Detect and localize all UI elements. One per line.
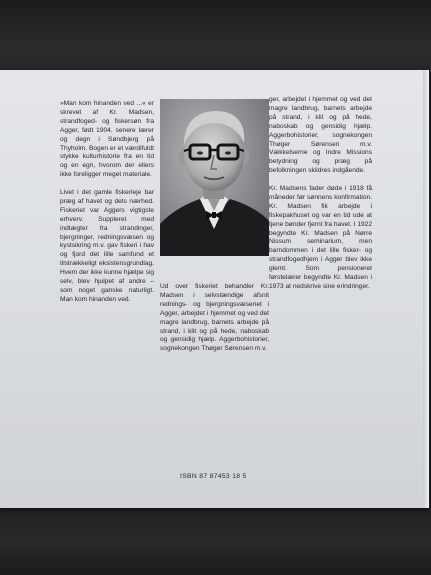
blurb-paragraph-biography: Kr. Madsens fader døde i 1918 få måneder før sønnens konfirmation. Kr. Madsen fik arbejde i fiskepakhuset og var en tid ude at tjene bønder fjernt fra havet. I 1922 begyndte Kr. Madsen på Nørre Nissum seminarium, men barndommen i det lille fisker- og strandfogedhjem i Agger blev ikke glemt. Som pensioneret førstelærer begyndte Kr. Madsen i 1973 at nedskrive sine erindringer. [269, 185, 372, 291]
portrait-illustration [160, 99, 269, 256]
isbn-number: ISBN 87 87453 18 5 [180, 473, 247, 480]
background-fabric-top [0, 0, 431, 80]
cover-edge [423, 70, 429, 508]
background-fabric-bottom [0, 505, 431, 575]
blurb-paragraph-continuation: ger, arbejdet i hjemmet og ved det magre landbrug, barnets arbejde på strand, i klit og på hede, naboskab og gensidig hjælp. Aggerbohistorier, sognekongen Thøger Sørensen m.v. Vækkelserne og Indre Missions betydning og præg på befolkningen skildres indgående. [269, 96, 372, 175]
right-text-column [269, 96, 372, 301]
book-back-cover [0, 70, 429, 508]
blurb-paragraph-fishing-village: Livet i det gamle fiskerleje bar præg af havet og dets nærhed. Fiskeriet var Aggers vigtigste erhverv. Suppleret med indtægter fra strandinger, bjergninger, redningsvæsen og kystsikring m.v. gav fiskeri i hav og fjord det lille samfund et tilstrækkeligt eksistensgrundlag. Hvem der ikke kunne hjælpe sig selv, blev hjulpet af andre – som noget ganske naturligt. Man kom hinanden ved. [60, 189, 154, 303]
middle-text-column [160, 283, 269, 363]
left-text-column [60, 100, 154, 314]
blurb-paragraph-intro: »Man kom hinanden ved ...« er skrevet af Kr. Madsen, strandfoged- og fiskersøn fra Agger, født 1904, senere lærer og degn i Søndbjerg på Thyholm. Bogen er et værdifuldt stykke kulturhistorie fra en tid og en egn, hvorom der ellers ikke foreligger meget materiale. [60, 100, 154, 179]
author-portrait-photo [160, 99, 269, 256]
blurb-paragraph-topics: Ud over fiskeriet behandler Kr. Madsen i selvstændige afsnit rednings- og bjergningsvæsenet i Agger, arbejdet i hjemmet og ved det magre landbrug, barnets arbejde på strand, i klit og på hede, naboskab og gensidig hjælp. Aggerbohistorier, sognekongen Thøger Sørensen m.v. [160, 283, 269, 353]
